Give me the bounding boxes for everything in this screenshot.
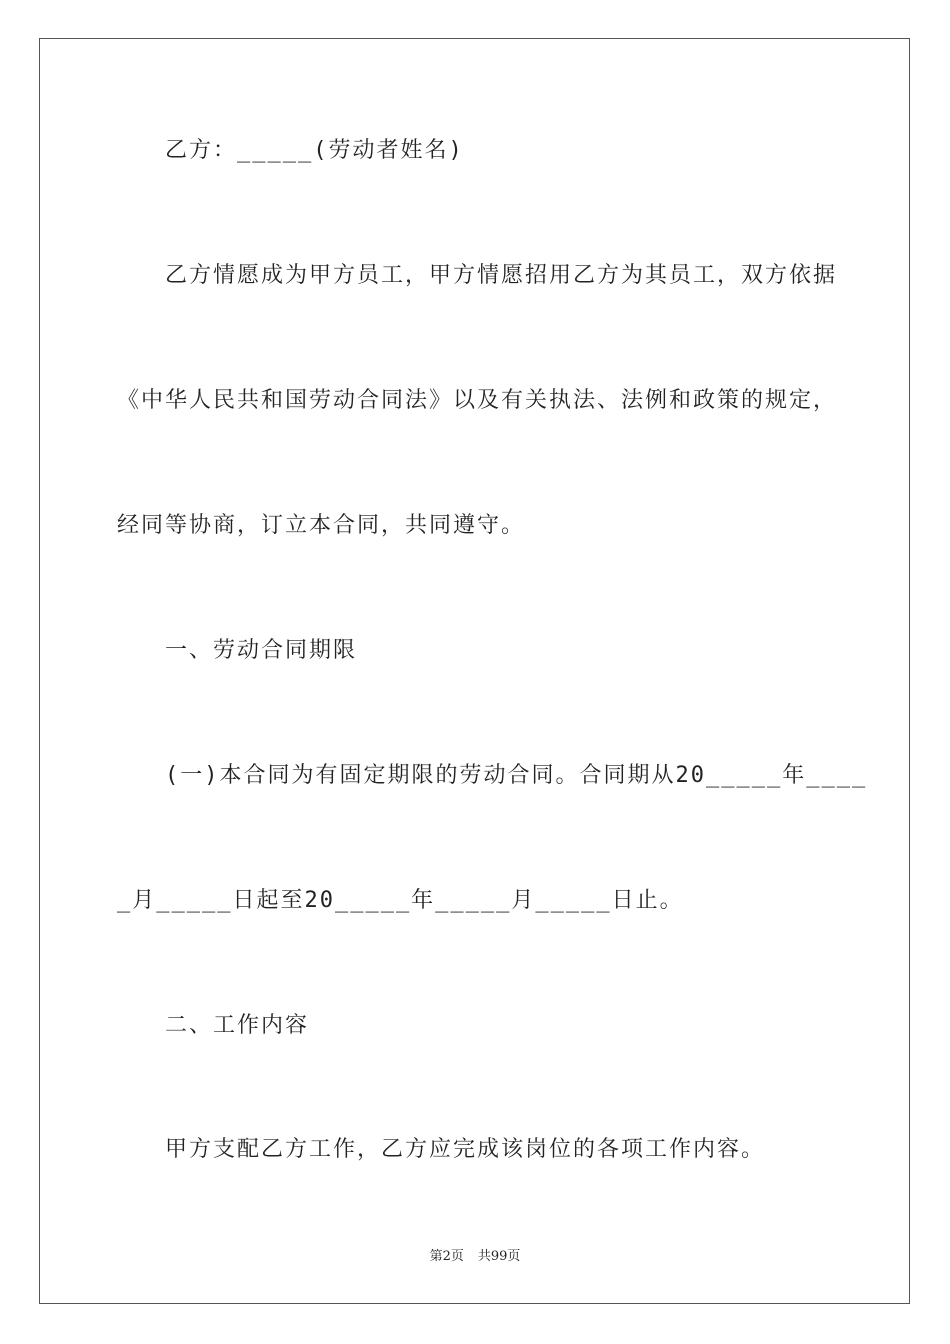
page-frame — [39, 38, 910, 1304]
section-heading-work: 二、工作内容 — [165, 1013, 310, 1038]
page-number: 第2页 — [429, 1249, 464, 1264]
page-footer — [0, 1248, 950, 1266]
section-heading-term: 一、劳动合同期限 — [165, 638, 358, 663]
paragraph-line: (一)本合同为有固定期限的劳动合同。合同期从20_____年____ — [165, 763, 868, 788]
paragraph-line: 《中华人民共和国劳动合同法》以及有关执法、法例和政策的规定， — [117, 388, 838, 413]
paragraph-line: 经同等协商，订立本合同，共同遵守。 — [117, 513, 526, 538]
total-pages: 共99页 — [477, 1249, 521, 1264]
party-b-line: 乙方：_____(劳动者姓名) — [165, 138, 464, 163]
paragraph-line: _月_____日起至20_____年_____月_____日止。 — [117, 888, 684, 913]
paragraph-line: 乙方情愿成为甲方员工，甲方情愿招用乙方为其员工，双方依据 — [165, 263, 838, 288]
paragraph-line: 甲方支配乙方工作，乙方应完成该岗位的各项工作内容。 — [165, 1137, 766, 1162]
